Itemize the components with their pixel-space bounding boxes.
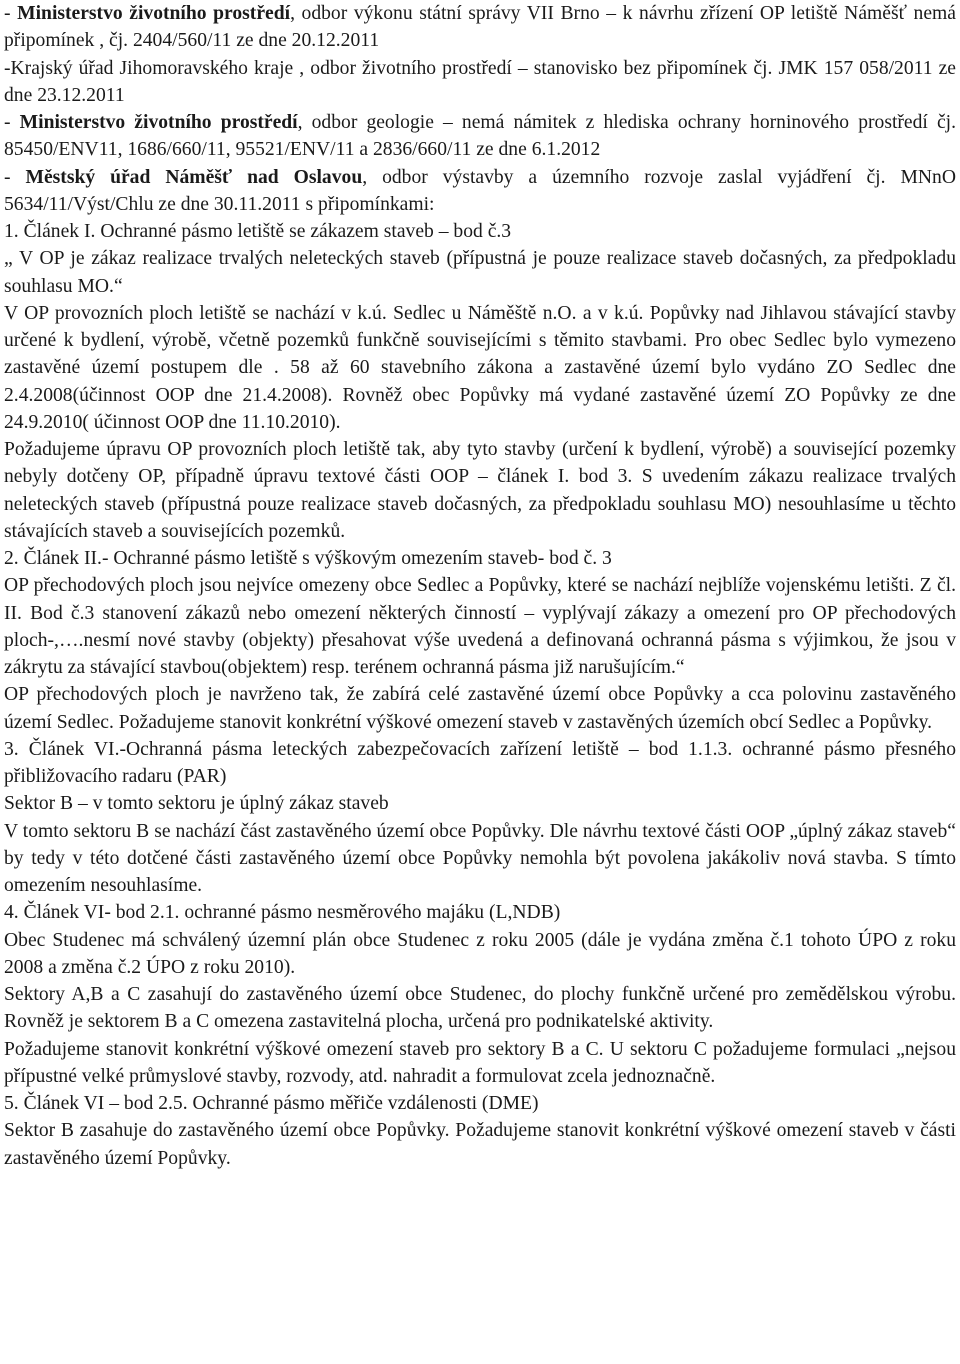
- section-3-sector-line: Sektor B – v tomto sektoru je úplný zákaz staveb: [4, 793, 389, 815]
- intro-paragraph-regional-office: -Krajský úřad Jihomoravského kraje , odbor životního prostředí – stanovisko bez připomínek čj. JMK 157 058/2011 ze dne 23.12.2011: [4, 57, 956, 106]
- intro-text: , odbor geologie – nemá námitek z hlediska ochrany horninového prostředí čj. 85450/ENV11, 1686/660/11, 95521/ENV/11 a 2836/660/11 ze dne 6.1.2012: [4, 112, 956, 161]
- section-1-request: Požadujeme úpravu OP provozních ploch letiště tak, aby tyto stavby (určení k bydlení, výrobě) a související pozemky nebyly dotčeny OP, případně úpravu textové části OOP – článek I. bod 3. S uvedením zákazu realizace trvalých neleteckých staveb (přípustná pouze realizace staveb dočasných, za předpokladu souhlasu MO) nesouhlasíme u těchto stávajících staveb a souvisejících pozemků.: [4, 439, 956, 542]
- section-2-heading: 2. Článek II.- Ochranné pásmo letiště s výškovým omezením staveb- bod č. 3: [4, 548, 612, 569]
- intro-paragraph-municipal-office: [4, 164, 956, 219]
- intro-prefix: -: [4, 112, 20, 133]
- section-1-paragraph: V OP provozních ploch letiště se nachází v k.ú. Sedlec u Náměště n.O. a v k.ú. Popůvky nad Jihlavou stávající stavby určené k bydlení, výrobě, včetně pozemků funkčně souvisejícími s těmito stavbami. Pro obec Sedlec bylo vymezeno zastavěné území postupem dle . 58 až 60 stavebního zákona a zastavěné území bylo vydáno ZO Sedlec dne 2.4.2008(účinnost OOP dne 21.4.2008). Rovněž obec Popůvky má vydané zastavěné území ZO Popůvky ze dne 24.9.2010( účinnost OOP dne 11.10.2010).: [4, 302, 956, 433]
- section-3-paragraph: V tomto sektoru B se nachází část zastavěného území obce Popůvky. Dle návrhu textové části OOP „úplný zákaz staveb“ by tedy v této dotčené části zastavěného území obce Popůvky nemohla být povolena jakákoliv nová stavba. S tímto omezením nesouhlasíme.: [4, 820, 956, 896]
- intro-authority-name: Ministerstvo životního prostředí: [19, 112, 298, 133]
- section-1-quote: „ V OP je zákaz realizace trvalých neleteckých staveb (přípustná je pouze realizace staveb dočasných, za předpokladu souhlasu MO.“: [4, 248, 956, 297]
- intro-authority-name: Ministerstvo životního prostředí: [17, 3, 291, 24]
- intro-paragraph-ministry-geology: [4, 109, 956, 164]
- section-5-paragraph: Sektor B zasahuje do zastavěného území obce Popůvky. Požadujeme stanovit konkrétní výškové omezení staveb v části zastavěného území Popůvky.: [4, 1120, 956, 1169]
- section-2-paragraph: OP přechodových ploch jsou nejvíce omezeny obce Sedlec a Popůvky, které se nachází nejblíže vojenskému letišti. Z čl. II. Bod č.3 stanovení zákazů nebo omezení některých činností – vyplývají zákazy a omezení pro OP přechodových ploch-,….nesmí nové stavby (objekty) přesahovat výše uvedená a definovaná ochranná pásma s výjimkou, že jsou v zákrytu za stávající stavbou(objektem) resp. terénem ochranná pásma již narušujícím.“: [4, 575, 956, 678]
- section-4-request: Požadujeme stanovit konkrétní výškové omezení staveb pro sektory B a C. U sektoru C požadujeme formulaci „nejsou přípustné velké průmyslové stavby, rozvody, atd. nahradit a formulovat zcela jednoznačně.: [4, 1038, 956, 1087]
- intro-text: , odbor výkonu státní správy VII Brno – k návrhu zřízení OP letiště Náměšť nemá připomínek , čj. 2404/560/11 ze dne 20.12.2011: [4, 3, 956, 52]
- intro-prefix: -: [4, 3, 18, 24]
- section-4-paragraph: Obec Studenec má schválený územní plán obce Studenec z roku 2005 (dále je vydána změna č.1 tohoto ÚPO z roku 2008 a změna č.2 ÚPO z roku 2010).: [4, 929, 956, 978]
- intro-paragraph-ministry-environment-brno: [4, 0, 956, 55]
- section-4-heading: 4. Článek VI- bod 2.1. ochranné pásmo nesměrového majáku (L,NDB): [4, 902, 561, 924]
- section-3-heading: 3. Článek VI.-Ochranná pásma leteckých zabezpečovacích zařízení letiště – bod 1.1.3. ochranné pásmo přesného přibližovacího radaru (PAR): [4, 738, 956, 787]
- intro-prefix: -: [4, 166, 26, 188]
- section-2-request: OP přechodových ploch je navrženo tak, že zabírá celé zastavěné území obce Popůvky a cca polovinu zastavěného území Sedlec. Požadujeme stanovit konkrétní výškové omezení staveb v zastavěných územích obcí Sedlec a Popůvky.: [4, 684, 956, 733]
- section-1-heading: 1. Článek I. Ochranné pásmo letiště se zákazem staveb – bod č.3: [4, 221, 512, 242]
- intro-text: , odbor výstavby a územního rozvoje zaslal vyjádření čj. MNnO 5634/11/Výst/Chlu ze dne 30.11.2011 s připomínkami:: [4, 166, 956, 215]
- intro-authority-name: Městský úřad Náměšť nad Oslavou: [25, 166, 363, 188]
- section-5-heading: 5. Článek VI – bod 2.5. Ochranné pásmo měřiče vzdálenosti (DME): [4, 1093, 539, 1114]
- section-4-sectors: Sektory A,B a C zasahují do zastavěného území obce Studenec, do plochy funkčně určené pro zemědělskou výrobu. Rovněž je sektorem B a C omezena zastavitelná plocha, určená pro podnikatelské aktivity.: [4, 984, 956, 1033]
